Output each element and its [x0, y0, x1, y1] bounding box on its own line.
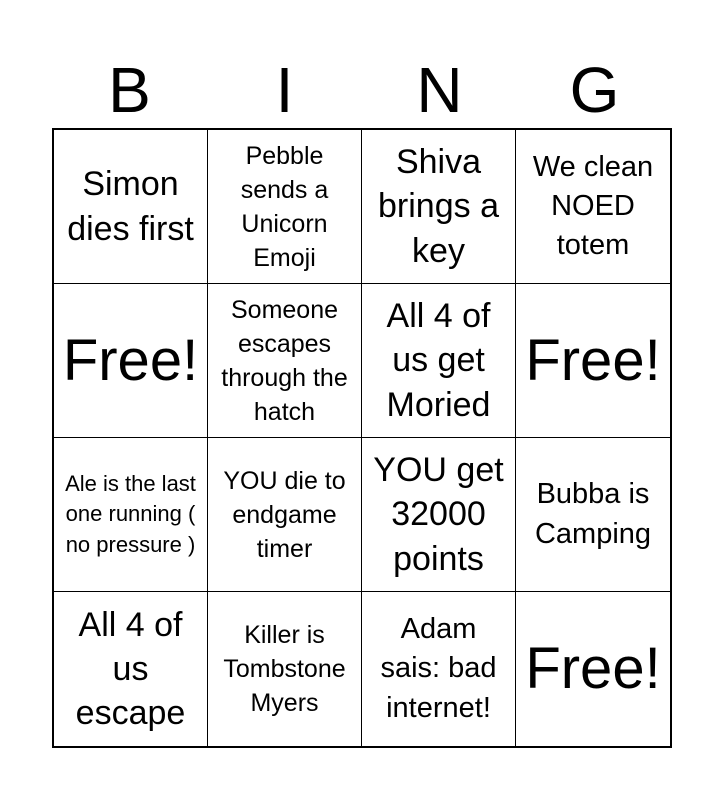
cell-text: All 4 of us get Moried — [386, 297, 491, 424]
header-letter-i: I — [275, 54, 294, 126]
bingo-cell[interactable] — [362, 438, 516, 592]
bingo-cell-free[interactable] — [54, 284, 208, 438]
bingo-cell[interactable] — [362, 130, 516, 284]
bingo-cell[interactable] — [362, 284, 516, 438]
cell-text: Adam sais: bad internet! — [380, 613, 497, 724]
cell-text: Bubba is Camping — [534, 478, 652, 550]
bingo-cell[interactable] — [208, 130, 362, 284]
cell-text: Shiva brings a key — [378, 143, 499, 270]
header-letter-g: G — [569, 54, 620, 126]
cell-text: Simon dies first — [67, 165, 194, 248]
bingo-cell[interactable] — [54, 438, 208, 592]
cell-text: YOU get 32000 points — [373, 451, 504, 578]
cell-text: All 4 of us escape — [75, 605, 186, 733]
cell-text: Free! — [525, 327, 661, 393]
bingo-cell[interactable] — [54, 130, 208, 284]
bingo-header — [52, 52, 672, 128]
header-letter-b: B — [108, 54, 151, 126]
bingo-cell[interactable] — [208, 284, 362, 438]
cell-text: Free! — [62, 327, 199, 393]
cell-text: Ale is the last one running ( no pressure ) — [65, 470, 196, 557]
cell-text: We clean NOED totem — [532, 150, 654, 262]
bingo-cell[interactable] — [208, 592, 362, 746]
cell-text: Killer is Tombstone Myers — [223, 621, 346, 717]
bingo-cell-free[interactable] — [516, 284, 670, 438]
bingo-cell[interactable] — [516, 130, 670, 284]
header-letter-n: N — [416, 54, 463, 126]
bingo-cell[interactable] — [208, 438, 362, 592]
bingo-cell[interactable] — [516, 438, 670, 592]
cell-text: YOU die to endgame timer — [223, 466, 346, 563]
cell-text: Free! — [525, 636, 661, 702]
cell-text: Pebble sends a Unicorn Emoji — [240, 141, 329, 272]
cell-text: Someone escapes through the hatch — [221, 295, 348, 426]
bingo-board — [52, 128, 672, 748]
bingo-cell[interactable] — [54, 592, 208, 746]
bingo-cell[interactable] — [362, 592, 516, 746]
bingo-cell-free[interactable] — [516, 592, 670, 746]
